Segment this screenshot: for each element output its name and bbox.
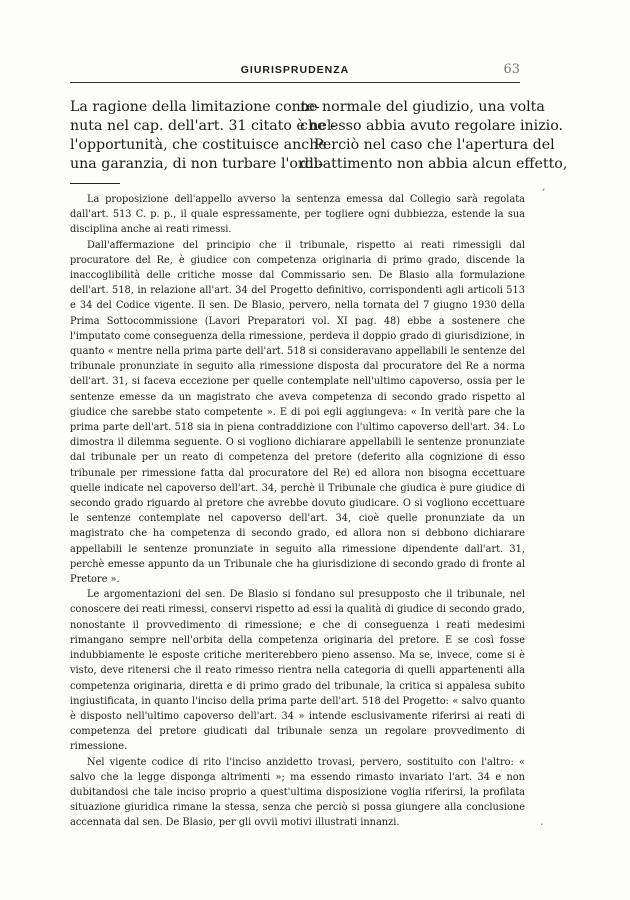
- margin-mark: ·: [540, 818, 544, 831]
- page-number: 63: [503, 62, 520, 77]
- body-line: che esso abbia avuto regolare inizio.: [300, 118, 564, 134]
- margin-mark: ,: [542, 180, 546, 193]
- body-line: ne normale del giudizio, una volta: [300, 99, 545, 115]
- body-column-right: [300, 98, 568, 174]
- footnote-separator: [70, 183, 120, 184]
- running-header: [70, 60, 520, 83]
- body-column-left: [70, 98, 337, 174]
- body-line: La ragione della limitazione conte-: [70, 99, 320, 115]
- footnote-paragraph: Le argomentazioni del sen. De Blasio si fondano sul presupposto che il tribunale, nel conoscere dei reati rimessi, conservi rispetto ad essi la qualità di giudice di secondo grado, nonostante il provvedimento di rimessione; e che di conseguenza i reati medesimi rimangano sempre nell'orbita della competenza originaria del pretore. E se così fosse indubbiamente le esposte critiche meriterebbero pieno assenso. Ma se, invece, come si è visto, deve ritenersi che il reato rimesso rientra nella categoria di quelli appartenenti alla competenza originaria, diretta e di primo grado del tribunale, la critica si appalesa subito ingiustificata, in quanto l'inciso della prima parte dell'art. 518 del Progetto: « salvo quanto è disposto nell'ultimo capoverso dell'art. 34 » intende esclusivamente riferirsi ai reati di competenza del pretore giudicati dal tribunale senza un regolare provvedimento di rimessione.: [70, 589, 525, 753]
- section-title: GIURISPRUDENZA: [240, 64, 350, 76]
- body-line: nuta nel cap. dell'art. 31 citato è nel-: [70, 118, 337, 134]
- footnotes: [70, 192, 525, 831]
- footnote-paragraph: Nel vigente codice di rito l'inciso anzidetto trovasi, pervero, sostituito con l'altro: « salvo che la legge disponga altrimenti »; ma essendo rimasto invariato l'art. 34 e non dubitandosi che tale inciso proprio a quest'ultima disposizione voglia riferirsi, la profilata situazione giuridica rimane la stessa, senza che perciò si possa giungere alla conclusione accennata dal sen. De Blasio, per gli ovvii motivi illustrati innanzi.: [70, 756, 525, 829]
- footnote-paragraph: La proposizione dell'appello avverso la sentenza emessa dal Collegio sarà regolata dall'art. 513 C. p. p., il quale espressamente, per togliere ogni dubbiezza, estende la sua disciplina anche ai reati rimessi.: [70, 194, 525, 236]
- footnote-paragraph: Dall'affermazione del principio che il tribunale, rispetto ai reati rimessigli dal procuratore del Re, è giudice con competenza originaria di primo grado, discende la inaccoglibilità delle critiche mosse dal Commissario sen. De Blasio alla formulazione dell'art. 518, in relazione all'art. 34 del Progetto definitivo, corrispondenti agli articoli 513 e 34 del Codice vigente. Il sen. De Blasio, pervero, nella tornata del 7 giugno 1930 della Prima Sottocommissione (Lavori Preparatori vol. XI pag. 48) ebbe a sostenere che l'imputato come conseguenza della rimessione, perdeva il doppio grado di giurisdizione, in quanto « mentre nella prima parte dell'art. 518 si consideravano appellabili le sentenze del tribunale pronunziate in seguito alla rimessione disposta dal procuratore del Re a norma dell'art. 31, si faceva eccezione per quelle contemplate nell'ultimo capoverso, ossia per le sentenze emesse da un magistrato che aveva competenza di secondo grado rispetto al giudice che sarebbe stato competente ». E di poi egli aggiungeva: « In verità pare che la prima parte dell'art. 518 sia in piena contraddizione con l'ultimo capoverso dell'art. 34. Lo dimostra il dilemma seguente. O si vogliono dichiarare appellabili le sentenze pronunziate dal tribunale per un reato di competenza del pretore (deferito alla cognizione di esso tribunale per rimessione fatta dal procuratore del Re) ed allora non bisogna eccettuare quelle indicate nel capoverso dell'art. 34, perchè il Tribunale che giudica è pure giudice di secondo grado riguardo al pretore che avrebbe dovuto giudicare. O si vogliono eccettuare le sentenze contemplate nel capoverso dell'art. 34, cioè quelle pronunziate da un magistrato che ha competenza di secondo grado, ed allora non si debbono dichiarare appellabili le sentenze pronunziate in seguito alla rimessione dipendente dall'art. 31, perchè emesse appunto da un Tribunale che ha giurisdizione di secondo grado di fronte al Pretore ».: [70, 239, 525, 586]
- body-line: l'opportunità, che costituisce anche: [70, 137, 327, 153]
- body-line: dibattimento non abbia alcun effetto,: [300, 156, 568, 172]
- body-line: Perciò nel caso che l'apertura del: [314, 137, 555, 153]
- body-line: una garanzia, di non turbare l'ordi-: [70, 156, 324, 172]
